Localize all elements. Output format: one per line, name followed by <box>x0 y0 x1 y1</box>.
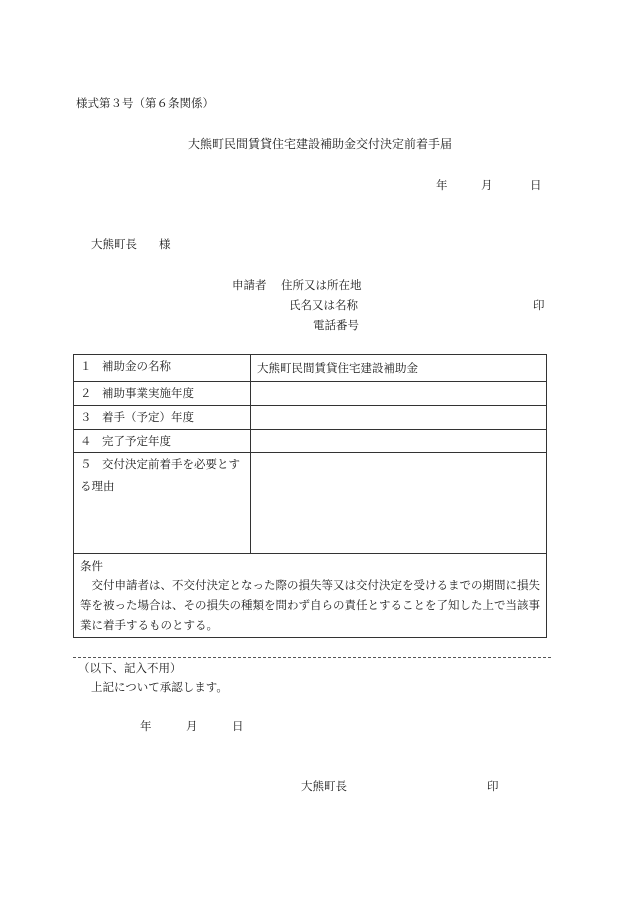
row-value <box>251 382 547 406</box>
row-label <box>74 430 251 453</box>
row-label-text: 完了予定年度 <box>102 434 171 448</box>
applicant-phone-label: 電話番号 <box>313 318 359 332</box>
addressee-name: 大熊町長 <box>91 237 137 251</box>
conditions-title: 条件 <box>80 559 103 573</box>
addressee-honorific: 様 <box>159 237 171 251</box>
approval-date-month: 月 <box>186 719 198 733</box>
row-label-text: 着手（予定）年度 <box>102 410 194 424</box>
date-month: 月 <box>481 178 493 192</box>
row-value <box>251 453 547 554</box>
approval-date-day: 日 <box>232 719 244 733</box>
applicant-address-label: 住所又は所在地 <box>281 278 362 292</box>
conditions-cell <box>74 554 547 638</box>
document-title: 大熊町民間賃貸住宅建設補助金交付決定前着手届 <box>188 137 453 151</box>
not-required-note: （以下、記入不用） <box>78 661 182 675</box>
conditions-row <box>74 554 547 638</box>
row-label <box>74 453 251 554</box>
mayor-label: 大熊町長 <box>301 779 347 793</box>
table-row <box>74 430 547 453</box>
date-year: 年 <box>436 178 448 192</box>
row-number: ５ <box>80 457 92 471</box>
table-row <box>74 382 547 406</box>
row-label-text: 補助事業実施年度 <box>102 386 194 400</box>
conditions-text: 交付申請者は、不交付決定となった際の損失等又は交付決定を受けるまでの期間に損失等を被った場合は、その損失の種類を問わず自らの責任とすることを了知した上で当該事業に着手するものとする。 <box>80 578 540 632</box>
applicant-name-label: 氏名又は名称 <box>289 298 358 312</box>
row-label-text-cont: る理由 <box>80 479 115 493</box>
row-label <box>74 406 251 430</box>
row-number: ４ <box>80 434 92 448</box>
cut-line <box>73 657 551 658</box>
row-value <box>251 406 547 430</box>
table-row <box>74 406 547 430</box>
form-number: 様式第３号（第６条関係） <box>76 96 214 110</box>
application-table <box>73 354 547 638</box>
date-day: 日 <box>530 178 542 192</box>
mayor-seal: 印 <box>487 779 499 793</box>
approval-text: 上記について承認します。 <box>91 680 228 694</box>
row-label-text: 交付決定前着手を必要とす <box>102 457 240 471</box>
table-row <box>74 453 547 554</box>
row-label <box>74 382 251 406</box>
row-number: ３ <box>80 410 92 424</box>
row-number: ２ <box>80 386 92 400</box>
row-value <box>251 430 547 453</box>
subsidy-name-value: 大熊町民間賃貸住宅建設補助金 <box>257 361 418 375</box>
row-value <box>251 355 547 382</box>
row-label <box>74 355 251 382</box>
row-label-text: 補助金の名称 <box>102 359 171 373</box>
row-number: １ <box>80 359 92 373</box>
applicant-label: 申請者 <box>232 278 267 292</box>
applicant-seal: 印 <box>533 298 545 312</box>
table-row <box>74 355 547 382</box>
approval-date-year: 年 <box>140 719 152 733</box>
